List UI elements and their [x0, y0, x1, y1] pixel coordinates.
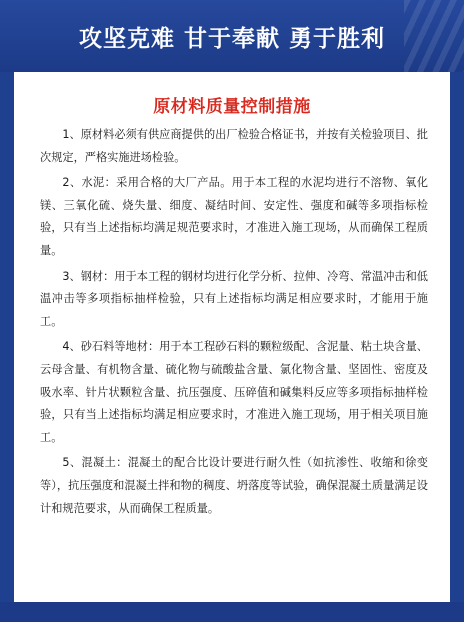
paragraph-raw-material-certificate: 1、原材料必须有供应商提供的出厂检验合格证书，并按有关检验项目、批次规定，严格实施进场检验。	[40, 128, 428, 164]
paragraph-aggregates: 4、砂石料等地材：用于本工程砂石料的颗粒级配、含泥量、粘土块含量、云母含量、有机物含量、硫化物与硫酸盐含量、氯化物含量、坚固性、密度及吸水率、针片状颗粒含量、抗压强度、压碎值和碱集料反应等多项指标抽样检验，只有当上述指标均满足相应要求时，才准进入施工现场，用于相关项目施工。	[40, 340, 428, 444]
notice-panel	[14, 72, 450, 602]
header-banner	[0, 0, 464, 72]
slogan-text: 攻坚克难 甘于奉献 勇于胜利	[78, 26, 385, 52]
bottom-frame-bar	[0, 602, 464, 622]
notice-body	[40, 124, 428, 523]
paragraph-concrete: 5、混凝土：混凝土的配合比设计要进行耐久性（如抗渗性、收缩和徐变等），抗压强度和混凝土拌和物的稠度、坍落度等试验，确保混凝土质量满足设计和规范要求，从而确保工程质量。	[40, 456, 428, 515]
notice-title: 原材料质量控制措施	[153, 97, 311, 117]
paragraph-cement: 2、水泥：采用合格的大厂产品。用于本工程的水泥均进行不溶物、氧化镁、三氧化硫、烧失量、细度、凝结时间、安定性、强度和碱等多项指标检验，只有当上述指标均满足规范要求时，才准进入施工现场，从而确保工程质量。	[40, 176, 428, 257]
paragraph-steel: 3、钢材：用于本工程的钢材均进行化学分析、拉伸、冷弯、常温冲击和低温冲击等多项指标抽样检验，只有上述指标均满足相应要求时，才能用于施工。	[40, 269, 428, 328]
